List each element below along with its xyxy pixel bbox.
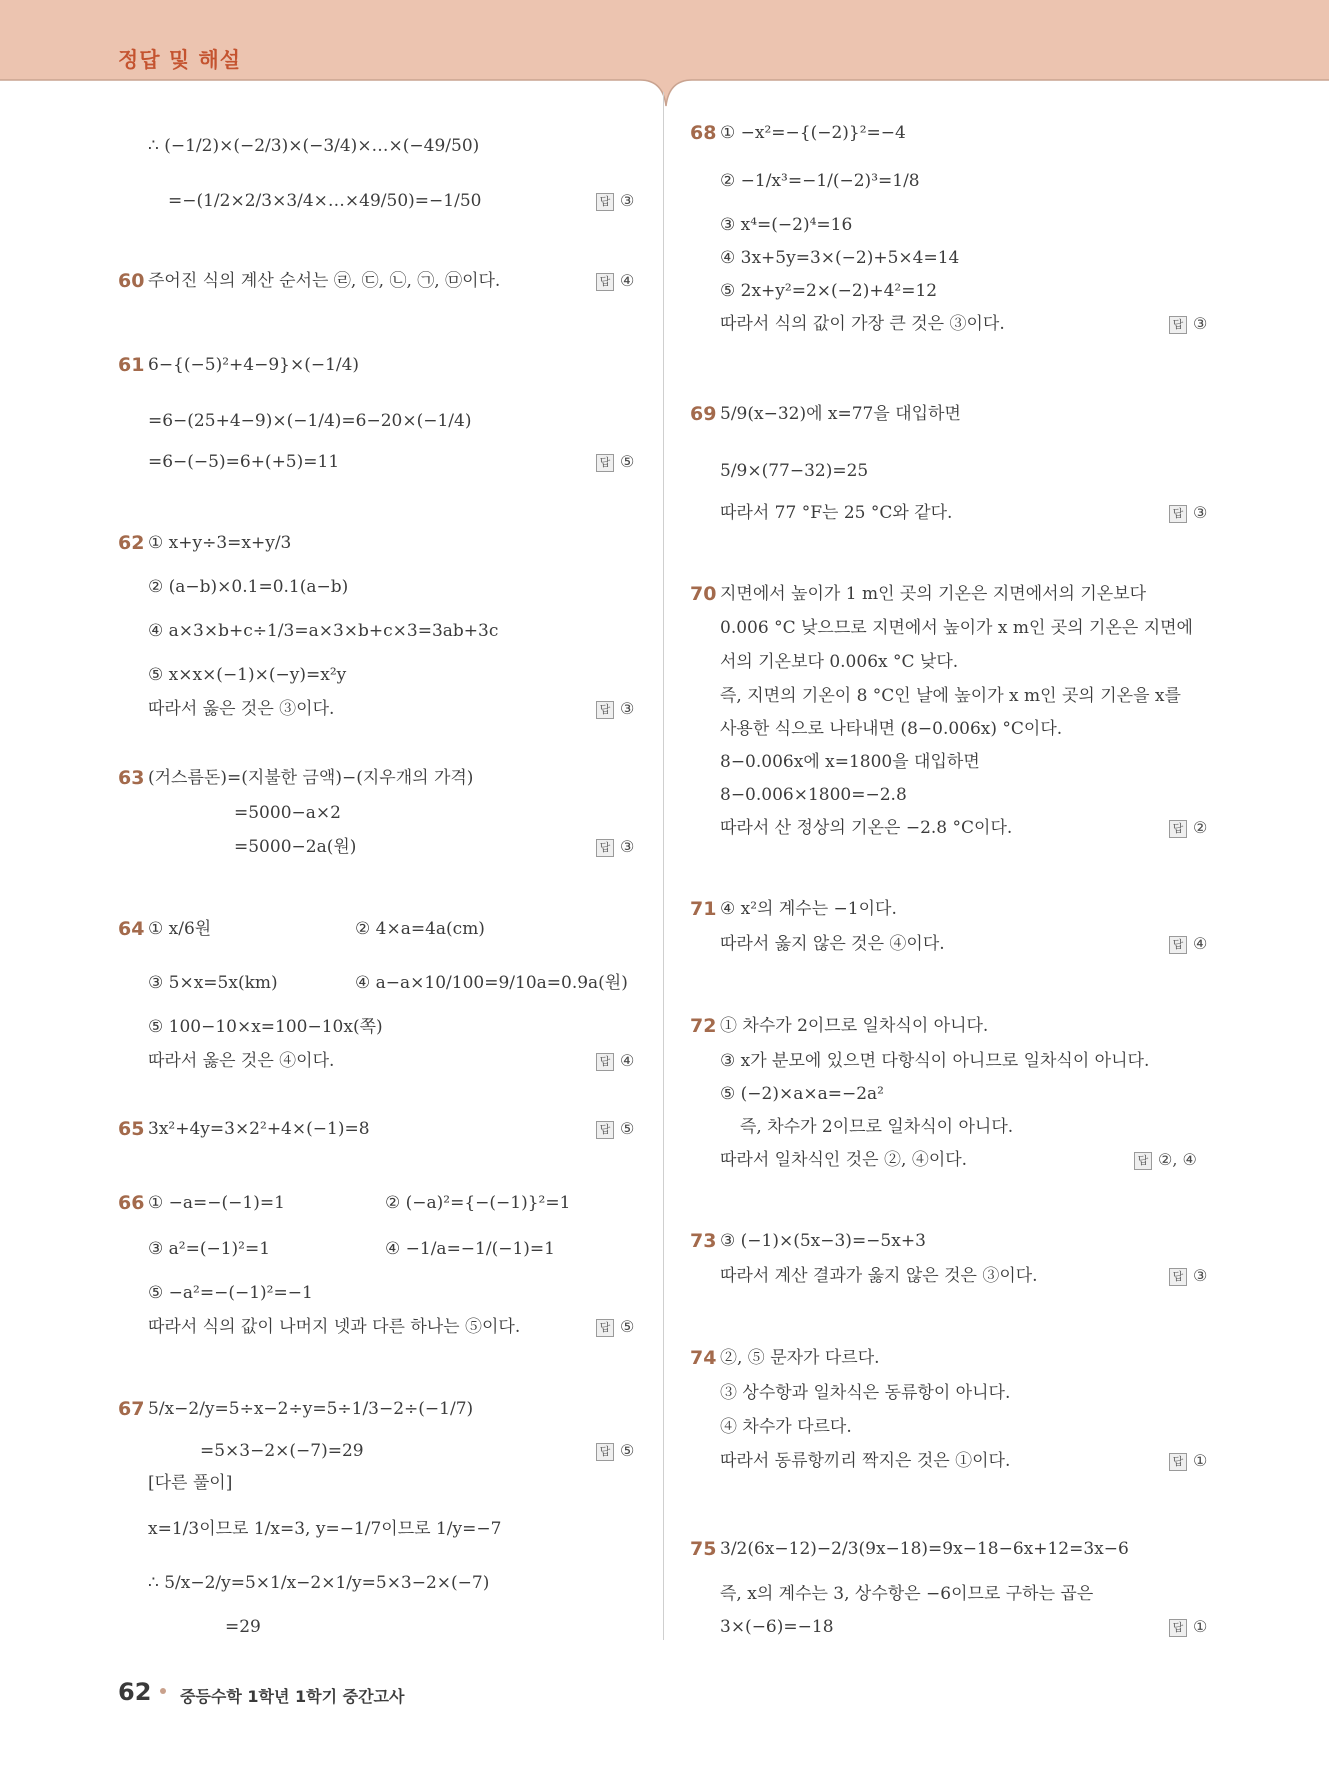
solution-line: ② 4×a=4a(cm) — [355, 919, 485, 939]
alternate-solution-label: [다른 풀이] — [148, 1473, 233, 1493]
answer-mark: 답 ②, ④ — [1134, 1149, 1197, 1171]
header-curve — [0, 70, 1329, 110]
solution-line: x=1/3이므로 1/x=3, y=−1/7이므로 1/y=−7 — [148, 1519, 502, 1539]
answer-mark: 답 ⑤ — [596, 1440, 634, 1462]
solution-line: 8−0.006×1800=−2.8 — [720, 785, 907, 805]
solution-line: 즉, x의 계수는 3, 상수항은 −6이므로 구하는 곱은 — [720, 1584, 1094, 1604]
solution-line: 따라서 옳은 것은 ③이다. — [148, 699, 335, 719]
answer-mark: 답 ④ — [596, 1050, 634, 1072]
solution-line: ④ 3x+5y=3×(−2)+5×4=14 — [720, 248, 960, 268]
page-section-title: 정답 및 해설 — [118, 48, 242, 72]
solution-line: ③ 상수항과 일차식은 동류항이 아니다. — [720, 1383, 1011, 1403]
solution-line: ② −1/x³=−1/(−2)³=1/8 — [720, 171, 920, 191]
solution-line: ④ 차수가 다르다. — [720, 1417, 852, 1437]
problem-number: 62 — [118, 532, 145, 554]
solution-line: 따라서 일차식인 것은 ②, ④이다. — [720, 1150, 968, 1170]
answer-mark: 답 ③ — [596, 698, 634, 720]
solution-line: ∴ 5/x−2/y=5×1/x−2×1/y=5×3−2×(−7) — [148, 1573, 490, 1593]
solution-line: 3/2(6x−12)−2/3(9x−18)=9x−18−6x+12=3x−6 — [720, 1539, 1129, 1559]
solution-line: 따라서 계산 결과가 옳지 않은 것은 ③이다. — [720, 1266, 1038, 1286]
solution-line: ① x+y÷3=x+y/3 — [148, 533, 292, 553]
solution-line: 0.006 °C 낮으므로 지면에서 높이가 x m인 곳의 기온은 지면에 — [720, 618, 1193, 638]
problem-number: 65 — [118, 1118, 145, 1140]
answer-mark: 답 ③ — [1169, 1265, 1207, 1287]
solution-line: 따라서 식의 값이 가장 큰 것은 ③이다. — [720, 314, 1005, 334]
solution-line: 주어진 식의 계산 순서는 ㉣, ㉢, ㉡, ㉠, ㉤이다. — [148, 271, 501, 291]
problem-number: 70 — [690, 583, 717, 605]
problem-number: 61 — [118, 354, 145, 376]
solution-line: 3×(−6)=−18 — [720, 1617, 834, 1637]
solution-line: =5000−2a(원) — [234, 837, 357, 857]
answer-mark: 답 ④ — [1169, 933, 1207, 955]
solution-line: 서의 기온보다 0.006x °C 낮다. — [720, 652, 959, 672]
answer-mark: 답 ③ — [1169, 502, 1207, 524]
solution-line: 따라서 77 °F는 25 °C와 같다. — [720, 503, 953, 523]
solution-line: =−(1/2×2/3×3/4×…×49/50)=−1/50 — [168, 191, 482, 211]
problem-number: 69 — [690, 403, 717, 425]
answer-mark: 답 ① — [1169, 1616, 1207, 1638]
problem-number: 64 — [118, 918, 145, 940]
solution-line: 따라서 동류항끼리 짝지은 것은 ①이다. — [720, 1451, 1011, 1471]
solution-line: ④ a−a×10/100=9/10a=0.9a(원) — [355, 973, 628, 993]
answer-mark: 답 ③ — [596, 836, 634, 858]
answer-mark: 답 ② — [1169, 817, 1207, 839]
solution-line: 지면에서 높이가 1 m인 곳의 기온은 지면에서의 기온보다 — [720, 584, 1147, 604]
solution-line: =5×3−2×(−7)=29 — [200, 1441, 364, 1461]
solution-line: 5/9(x−32)에 x=77을 대입하면 — [720, 404, 961, 424]
solution-line: ④ a×3×b+c÷1/3=a×3×b+c×3=3ab+3c — [148, 621, 499, 641]
solution-line: 3x²+4y=3×2²+4×(−1)=8 — [148, 1119, 370, 1139]
answer-mark: 답 ④ — [596, 270, 634, 292]
solution-line: ∴ (−1/2)×(−2/3)×(−3/4)×…×(−49/50) — [148, 136, 480, 156]
book-title: 중등수학 1학년 1학기 중간고사 — [180, 1687, 405, 1706]
solution-line: ⑤ (−2)×a×a=−2a² — [720, 1084, 884, 1104]
solution-line: =29 — [225, 1617, 261, 1637]
column-divider — [663, 92, 664, 1640]
solution-line: (거스름돈)=(지불한 금액)−(지우개의 가격) — [148, 768, 474, 788]
solution-line: 따라서 옳지 않은 것은 ④이다. — [720, 934, 945, 954]
answer-mark: 답 ③ — [1169, 313, 1207, 335]
solution-line: ① −x²=−{(−2)}²=−4 — [720, 123, 906, 143]
solution-line: ① x/6원 — [148, 919, 212, 939]
answer-mark: 답 ① — [1169, 1450, 1207, 1472]
solution-line: 즉, 지면의 기온이 8 °C인 날에 높이가 x m인 곳의 기온을 x를 — [720, 686, 1181, 706]
solution-line: ③ x가 분모에 있으면 다항식이 아니므로 일차식이 아니다. — [720, 1051, 1150, 1071]
problem-number: 72 — [690, 1015, 717, 1037]
problem-number: 74 — [690, 1347, 717, 1369]
problem-number: 68 — [690, 122, 717, 144]
solution-line: 따라서 옳은 것은 ④이다. — [148, 1051, 335, 1071]
problem-number: 75 — [690, 1538, 717, 1560]
solution-line: ① 차수가 2이므로 일차식이 아니다. — [720, 1016, 989, 1036]
solution-line: =6−(−5)=6+(+5)=11 — [148, 452, 340, 472]
solution-line: ⑤ x×x×(−1)×(−y)=x²y — [148, 665, 347, 685]
problem-number: 67 — [118, 1398, 145, 1420]
solution-line: 따라서 식의 값이 나머지 넷과 다른 하나는 ⑤이다. — [148, 1317, 521, 1337]
solution-line: ③ 5×x=5x(km) — [148, 973, 278, 993]
answer-mark: 답 ⑤ — [596, 1316, 634, 1338]
answer-mark: 답 ⑤ — [596, 451, 634, 473]
solution-line: 즉, 차수가 2이므로 일차식이 아니다. — [740, 1117, 1014, 1137]
solution-line: ③ a²=(−1)²=1 — [148, 1239, 271, 1259]
solution-line: =6−(25+4−9)×(−1/4)=6−20×(−1/4) — [148, 411, 472, 431]
solution-line: ③ (−1)×(5x−3)=−5x+3 — [720, 1231, 926, 1251]
solution-line: 5/9×(77−32)=25 — [720, 461, 869, 481]
footer-bullet — [160, 1688, 166, 1694]
solution-line: ②, ⑤ 문자가 다르다. — [720, 1348, 880, 1368]
solution-line: ④ x²의 계수는 −1이다. — [720, 899, 897, 919]
page-number: 62 — [118, 1678, 152, 1706]
solution-line: ② (−a)²={−(−1)}²=1 — [385, 1193, 571, 1213]
solution-line: ⑤ −a²=−(−1)²=−1 — [148, 1283, 313, 1303]
solution-line: 따라서 산 정상의 기온은 −2.8 °C이다. — [720, 818, 1013, 838]
solution-line: 8−0.006x에 x=1800을 대입하면 — [720, 752, 980, 772]
solution-line: =5000−a×2 — [234, 803, 341, 823]
solution-line: 5/x−2/y=5÷x−2÷y=5÷1/3−2÷(−1/7) — [148, 1399, 474, 1419]
problem-number: 73 — [690, 1230, 717, 1252]
problem-number: 71 — [690, 898, 717, 920]
solution-line: ① −a=−(−1)=1 — [148, 1193, 285, 1213]
solution-line: 사용한 식으로 나타내면 (8−0.006x) °C이다. — [720, 719, 1063, 739]
answer-mark: 답 ⑤ — [596, 1118, 634, 1140]
problem-number: 63 — [118, 767, 145, 789]
solution-line: ⑤ 2x+y²=2×(−2)+4²=12 — [720, 281, 938, 301]
solution-line: ② (a−b)×0.1=0.1(a−b) — [148, 577, 349, 597]
problem-number: 60 — [118, 270, 145, 292]
solution-line: ③ x⁴=(−2)⁴=16 — [720, 215, 853, 235]
solution-line: ⑤ 100−10×x=100−10x(쪽) — [148, 1017, 383, 1037]
solution-line: ④ −1/a=−1/(−1)=1 — [385, 1239, 555, 1259]
problem-number: 66 — [118, 1192, 145, 1214]
answer-mark: 답 ③ — [596, 190, 634, 212]
solution-line: 6−{(−5)²+4−9}×(−1/4) — [148, 355, 360, 375]
